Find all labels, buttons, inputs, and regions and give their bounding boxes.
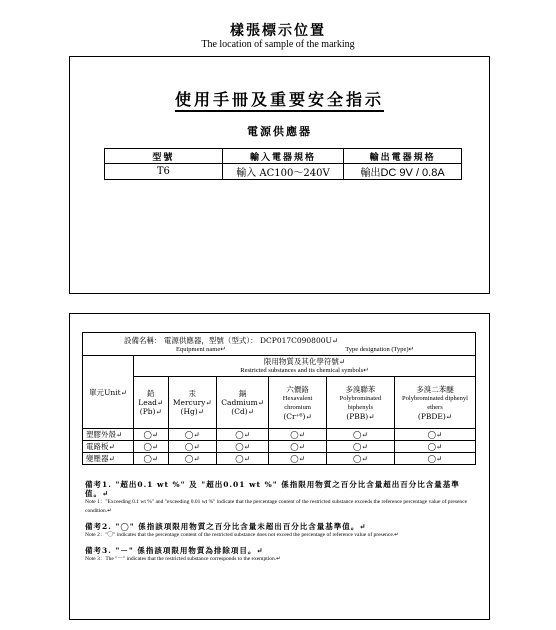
restricted-zh: 限用物質及其化學符號↵: [263, 357, 346, 366]
rohs-notes: [85, 480, 475, 564]
mark-cell: ◯↵: [269, 441, 327, 453]
rohs-restricted-row: [83, 356, 476, 377]
manual-sample-panel: [69, 56, 490, 294]
mark-cell: ◯↵: [326, 453, 394, 465]
mark-cell: ◯↵: [394, 429, 475, 441]
equipment-en: Equipment name↵: [176, 346, 226, 353]
note-2-en: Note 2："◯" indicates that the percentage content of the restricted substance does not exceed the percentage of reference value of presence.↵: [85, 532, 399, 538]
spec-model: T6: [105, 164, 223, 180]
mark-cell: ◯↵: [394, 453, 475, 465]
equipment-cell: [83, 333, 476, 356]
mark-cell: ◯↵: [134, 441, 169, 453]
substance-lead: 鉛Lead↵ (Pb)↵: [134, 377, 169, 429]
mark-cell: ◯↵: [168, 429, 216, 441]
manual-subtitle: 電源供應器: [247, 125, 312, 138]
marking-title-zh: 樣張標示位置: [230, 23, 326, 39]
mark-cell: ◯↵: [168, 441, 216, 453]
spec-table: [104, 148, 462, 180]
spec-header-row: [105, 149, 462, 164]
row-name: 塑膠外殼↵: [83, 429, 134, 441]
mark-cell: ◯↵: [168, 453, 216, 465]
table-row: [83, 429, 476, 441]
spec-header-input: 輸入電器規格: [222, 149, 343, 164]
mark-cell: ◯↵: [134, 429, 169, 441]
table-row: [83, 453, 476, 465]
mark-cell: ◯↵: [394, 441, 475, 453]
mark-cell: ◯↵: [134, 453, 169, 465]
note-3-zh: 備考3. "－" 係指該項限用物質為排除項目。↵: [85, 546, 264, 555]
substance-pbb: 多溴聯苯 Polybrominated biphenyls (PBB)↵: [326, 377, 394, 429]
substance-cadmium: 鎘Cadmium↵ (Cd)↵: [216, 377, 268, 429]
note-1-en: Note 1："Exceeding 0.1 wt %" and "exceeding 0.01 wt %" indicate that the percentage content of the restricted substance exceeds the reference percentage value of presence condition.↵: [85, 499, 468, 514]
note-1-zh: 備考1. "超出0.1 wt %" 及 "超出0.01 wt %" 係指限用物質之百分比含量超出百分比含量基準值。↵: [85, 480, 460, 498]
restricted-cell: [134, 356, 476, 377]
mark-cell: ◯↵: [216, 429, 268, 441]
unit-label: 單元Unit↵: [83, 356, 134, 429]
substance-mercury: 汞Mercury↵ (Hg)↵: [168, 377, 216, 429]
mark-cell: ◯↵: [326, 429, 394, 441]
restricted-en: Restricted substances and its chemical symbols↵: [240, 367, 369, 374]
substance-pbde: 多溴二苯醚 Polybrominated diphenyl ethers (PBDE)↵: [394, 377, 475, 429]
mark-cell: ◯↵: [269, 429, 327, 441]
note-3-en: Note 3：The "－" indicates that the restricted substance corresponds to the exemption.↵: [85, 556, 281, 562]
spec-input: 輸入 AC100～240V: [222, 164, 343, 180]
manual-title-text: 使用手冊及重要安全指示: [175, 90, 384, 112]
equipment-zh: 設備名稱： 電源供應器，型號（型式）： DCP017C090800U↵: [124, 336, 339, 345]
spec-output-prefix: 輸出: [360, 168, 381, 179]
spec-header-output: 輸出電器規格: [344, 149, 462, 164]
spec-row: [105, 164, 462, 180]
rohs-sample-panel: [69, 313, 490, 620]
rohs-substance-row: [83, 377, 476, 429]
spec-output: [344, 164, 462, 180]
marking-title-en: The location of sample of the marking: [201, 39, 355, 50]
rohs-table: [82, 332, 476, 465]
row-name: 變壓器↵: [83, 453, 134, 465]
mark-cell: ◯↵: [269, 453, 327, 465]
mark-cell: ◯↵: [216, 453, 268, 465]
spec-header-model: 型號: [105, 149, 223, 164]
manual-title: [70, 87, 489, 110]
mark-cell: ◯↵: [326, 441, 394, 453]
row-name: 電路板↵: [83, 441, 134, 453]
substance-chromium: 六價鉻 Hexavalent chromium (Cr⁺⁶)↵: [269, 377, 327, 429]
type-en: Type designation (Type)↵: [345, 346, 414, 353]
note-2-zh: 備考2. "◯" 係指該項限用物質之百分比含量未超出百分比含量基準值。↵: [85, 522, 367, 531]
spec-output-value: DC 9V / 0.8A: [380, 167, 445, 179]
table-row: [83, 441, 476, 453]
mark-cell: ◯↵: [216, 441, 268, 453]
rohs-equipment-row: [83, 333, 476, 356]
